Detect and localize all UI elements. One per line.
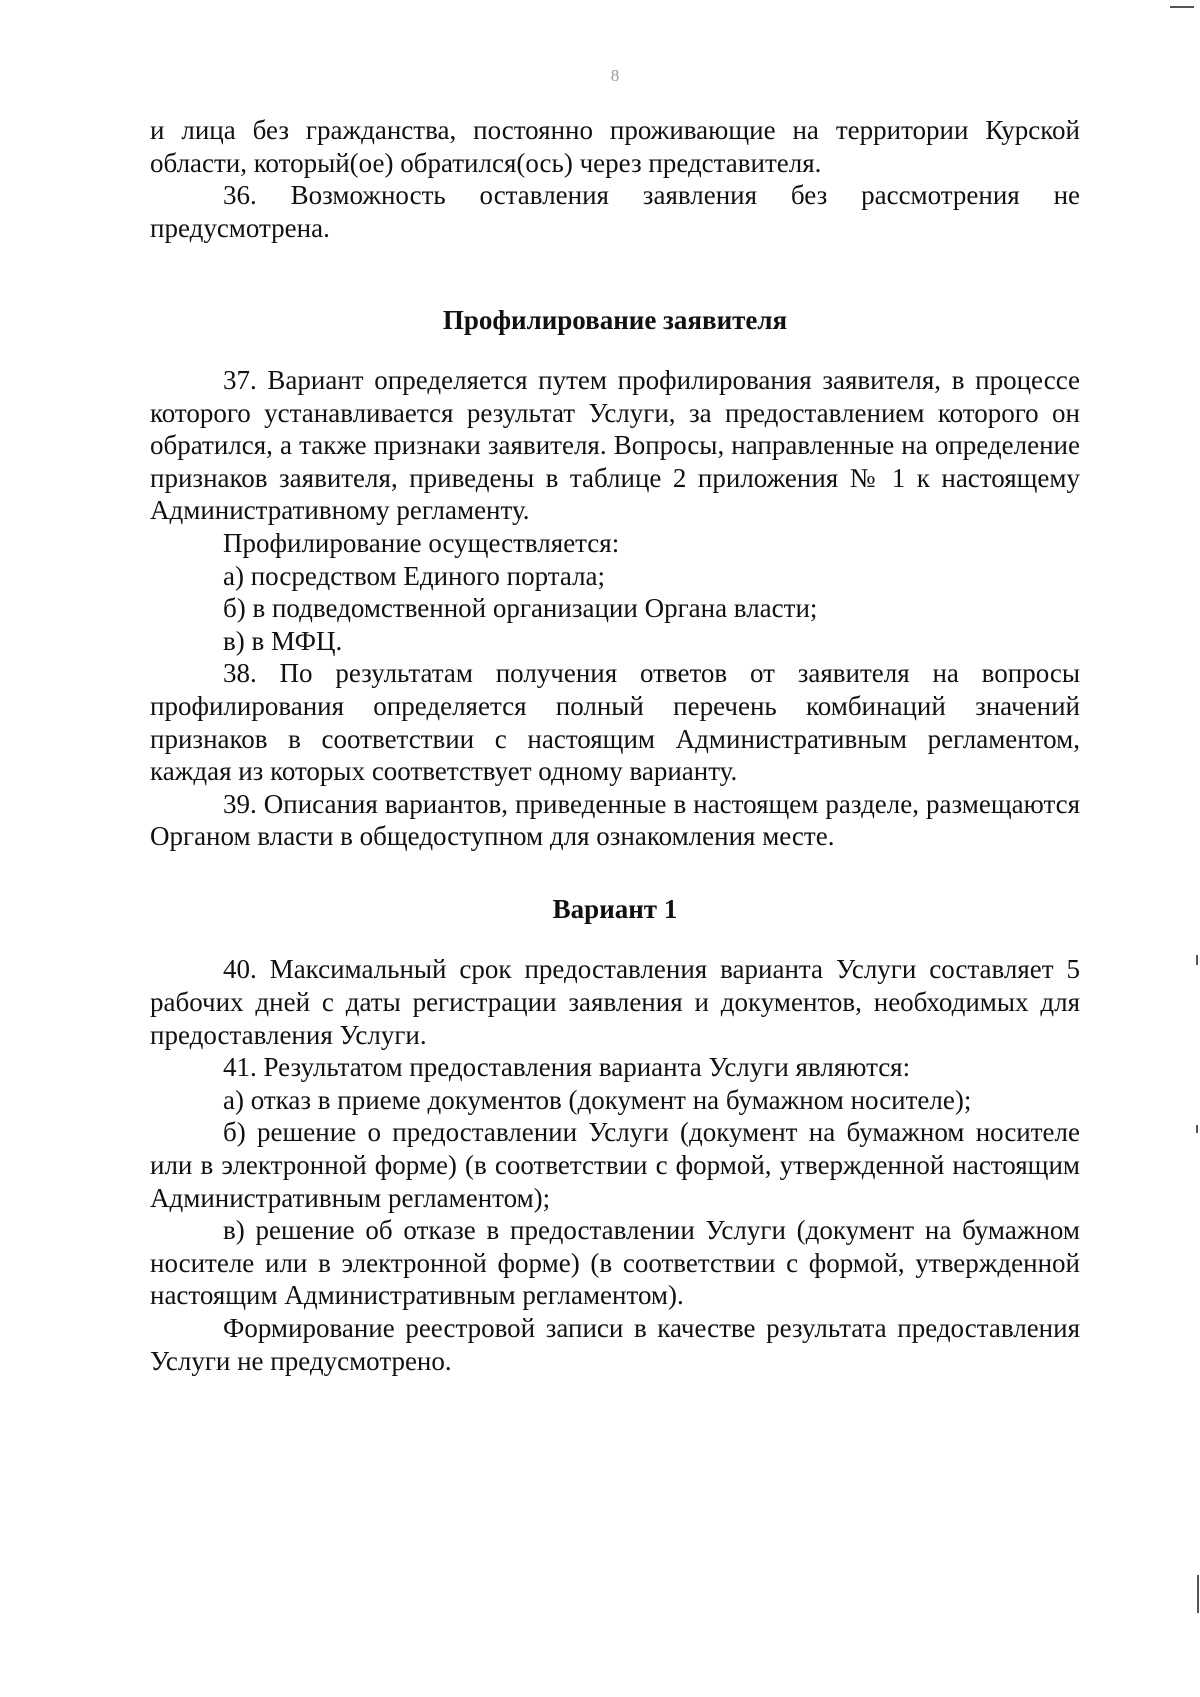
scan-edge-mark-side-1: [1196, 955, 1198, 965]
heading-profiling: Профилирование заявителя: [442, 305, 788, 336]
heading-variant-1: Вариант 1: [552, 893, 678, 924]
result-item-a: а) отказ в приеме документов (документ на бумажном носителе);: [223, 1084, 972, 1115]
paragraph-39: 39. Описания вариантов, приведенные в настоящем разделе, размещаются Органом власти в общедоступном для ознакомления месте.: [150, 788, 1080, 852]
paragraph-36: 36. Возможность оставления заявления без рассмотрения не предусмотрена.: [150, 180, 1080, 243]
list-item-b: б) в подведомственной организации Органа власти;: [223, 593, 818, 624]
scan-edge-mark-side-3: [1197, 1575, 1199, 1613]
result-item-b: б) решение о предоставлении Услуги (документ на бумажном носителе или в электронной форме) (в соответствии с формой, утвержденной настоящим Административным регламентом);: [150, 1117, 1080, 1213]
list-item-a: а) посредством Единого портала;: [223, 560, 606, 591]
scan-edge-mark-side-2: [1196, 1125, 1198, 1133]
paragraph-continuation: и лица без гражданства, постоянно проживающие на территории Курской области, который(ое) обратился(ось) через представителя.: [150, 115, 1080, 178]
paragraph-registry-record: Формирование реестровой записи в качестве результата предоставления Услуги не предусмотрено.: [150, 1313, 1080, 1376]
document-body: [150, 114, 1080, 1377]
scan-edge-mark-top: [1170, 6, 1194, 8]
paragraph-40: 40. Максимальный срок предоставления варианта Услуги составляет 5 рабочих дней с даты регистрации заявления и документов, необходимых для предоставления Услуги.: [150, 954, 1080, 1050]
page-number: 8: [610, 66, 620, 85]
paragraph-38: 38. По результатам получения ответов от заявителя на вопросы профилирования определяется полный перечень комбинаций значений признаков в соответствии с настоящим Административным регламентом, каждая из которых соответствует одному варианту.: [150, 658, 1080, 787]
paragraph-37: 37. Вариант определяется путем профилирования заявителя, в процессе которого устанавливается результат Услуги, за предоставлением которого он обратился, а также признаки заявителя. Вопросы, направленные на определение признаков заявителя, приведены в таблице 2 приложения № 1 к настоящему Административному регламенту.: [150, 364, 1080, 526]
result-item-v: в) решение об отказе в предоставлении Услуги (документ на бумажном носителе или в электронной форме) (в соответствии с формой, утвержденной настоящим Административным регламентом).: [150, 1215, 1080, 1311]
list-item-v: в) в МФЦ.: [223, 625, 343, 656]
paragraph-41: 41. Результатом предоставления варианта Услуги являются:: [223, 1052, 911, 1083]
paragraph-profiling-intro: Профилирование осуществляется:: [223, 527, 620, 558]
